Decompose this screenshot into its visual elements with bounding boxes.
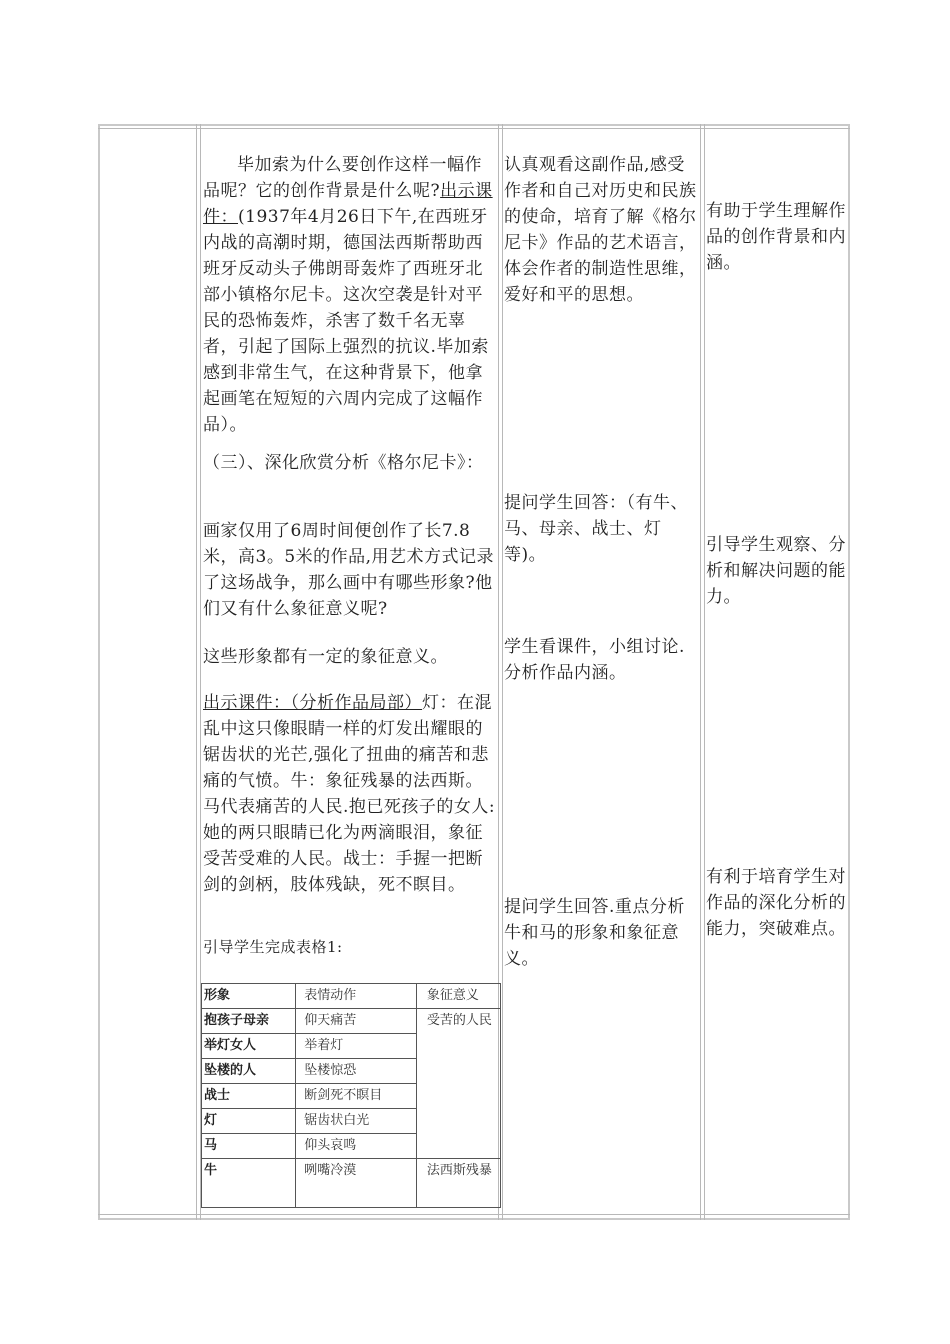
student-discussion xyxy=(504,634,702,686)
painting-question: 画家仅用了6周时间便创作了长7.8米，高3。5米的作品,用艺术方式记录了这场战争，那么画中有哪些形象?他们又有什么象征意义呢? xyxy=(203,521,495,619)
design-intent-text-3: 有利于培育学生对作品的深化分析的能力，突破难点。 xyxy=(706,867,846,939)
background-question: 毕加索为什么要创作这样一幅作品呢？它的创作背景是什么呢? xyxy=(203,155,482,201)
meaning-fascist: 法西斯残暴 xyxy=(416,1159,500,1208)
symbol-table xyxy=(201,983,501,1208)
row-expression: 断剑死不瞑目 xyxy=(296,1084,417,1109)
row-image: 举灯女人 xyxy=(202,1034,296,1059)
teacher-activity-column xyxy=(203,152,499,438)
courseware-link[interactable]: 出示课件： xyxy=(203,181,493,227)
section-heading xyxy=(203,450,499,476)
header-image: 形象 xyxy=(202,984,296,1009)
table-top-rule xyxy=(98,128,850,129)
courseware-detail-link[interactable]: 出示课件：（分析作品局部） xyxy=(203,693,422,713)
background-question-paragraph xyxy=(203,152,499,438)
row-image: 战士 xyxy=(202,1084,296,1109)
symbol-note-text: 这些形象都有一定的象征意义。 xyxy=(203,647,448,667)
design-intent-text-1: 有助于学生理解作品的创作背景和内涵。 xyxy=(706,201,846,273)
section-three-title: （三）、深化欣赏分析《格尔尼卡》： xyxy=(203,453,484,473)
row-image: 灯 xyxy=(202,1109,296,1134)
row-expression: 仰天痛苦 xyxy=(296,1009,417,1034)
question-paragraph xyxy=(203,518,499,622)
row-image: 抱孩子母亲 xyxy=(202,1009,296,1034)
table-bottom-rule xyxy=(98,1214,850,1215)
design-intent-text-2: 引导学生观察、分析和解决问题的能力。 xyxy=(706,535,846,607)
table-header-row xyxy=(202,984,501,1009)
row-image: 牛 xyxy=(202,1159,296,1208)
row-image: 坠楼的人 xyxy=(202,1059,296,1084)
row-expression: 咧嘴冷漠 xyxy=(296,1159,417,1208)
header-meaning: 象征意义 xyxy=(416,984,500,1009)
student-answer-detail-text: 提问学生回答.重点分析牛和马的形象和象征意义。 xyxy=(504,897,685,969)
design-intent-2 xyxy=(706,532,848,610)
table-row xyxy=(202,1009,501,1034)
design-intent-1 xyxy=(706,198,848,276)
meaning-people: 受苦的人民 xyxy=(416,1009,500,1159)
table-instruction xyxy=(203,934,499,960)
student-discussion-text: 学生看课件，小组讨论.分析作品内涵。 xyxy=(504,637,685,683)
row-expression: 坠楼惊恐 xyxy=(296,1059,417,1084)
design-intent-3 xyxy=(706,864,848,942)
analysis-text: 灯：在混乱中这只像眼睛一样的灯发出耀眼的锯齿状的光芒,强化了扭曲的痛苦和悲痛的气愤。牛：象征残暴的法西斯。马代表痛苦的人民.抱已死孩子的女人:她的两只眼睛已化为两滴眼泪，象征受苦受难的人民。战士：手握一把断剑的剑柄，肢体残缺，死不瞑目。 xyxy=(203,693,496,895)
symbol-note xyxy=(203,644,499,670)
row-image: 马 xyxy=(202,1134,296,1159)
header-expression: 表情动作 xyxy=(296,984,417,1009)
analysis-paragraph xyxy=(203,690,499,898)
student-answer-text: 提问学生回答：（有牛、马、母亲、战士、灯等)。 xyxy=(504,493,688,565)
student-viewing-text: 认真观看这副作品,感受作者和自己对历史和民族的使命，培育了解《格尔尼卡》作品的艺术语言，体会作者的制造性思维，爱好和平的思想。 xyxy=(504,155,697,305)
row-expression: 仰头哀鸣 xyxy=(296,1134,417,1159)
row-expression: 锯齿状白光 xyxy=(296,1109,417,1134)
row-expression: 举着灯 xyxy=(296,1034,417,1059)
table-row xyxy=(202,1159,501,1208)
background-text: (1937年4月26日下午,在西班牙内战的高潮时期，德国法西斯帮助西班牙反动头子佛朗哥轰炸了西班牙北部小镇格尔尼卡。这次空袭是针对平民的恐怖轰炸，杀害了数千名无辜者，引起了国际上强烈的抗议.毕加索感到非常生气，在这种背景下，他拿起画笔在短短的六周内完成了这幅作品）。 xyxy=(203,207,489,435)
student-answer-2 xyxy=(504,894,702,972)
student-activity-column xyxy=(504,152,702,308)
table-instruction-text: 引导学生完成表格1: xyxy=(203,938,343,956)
student-answer-1 xyxy=(504,490,702,568)
